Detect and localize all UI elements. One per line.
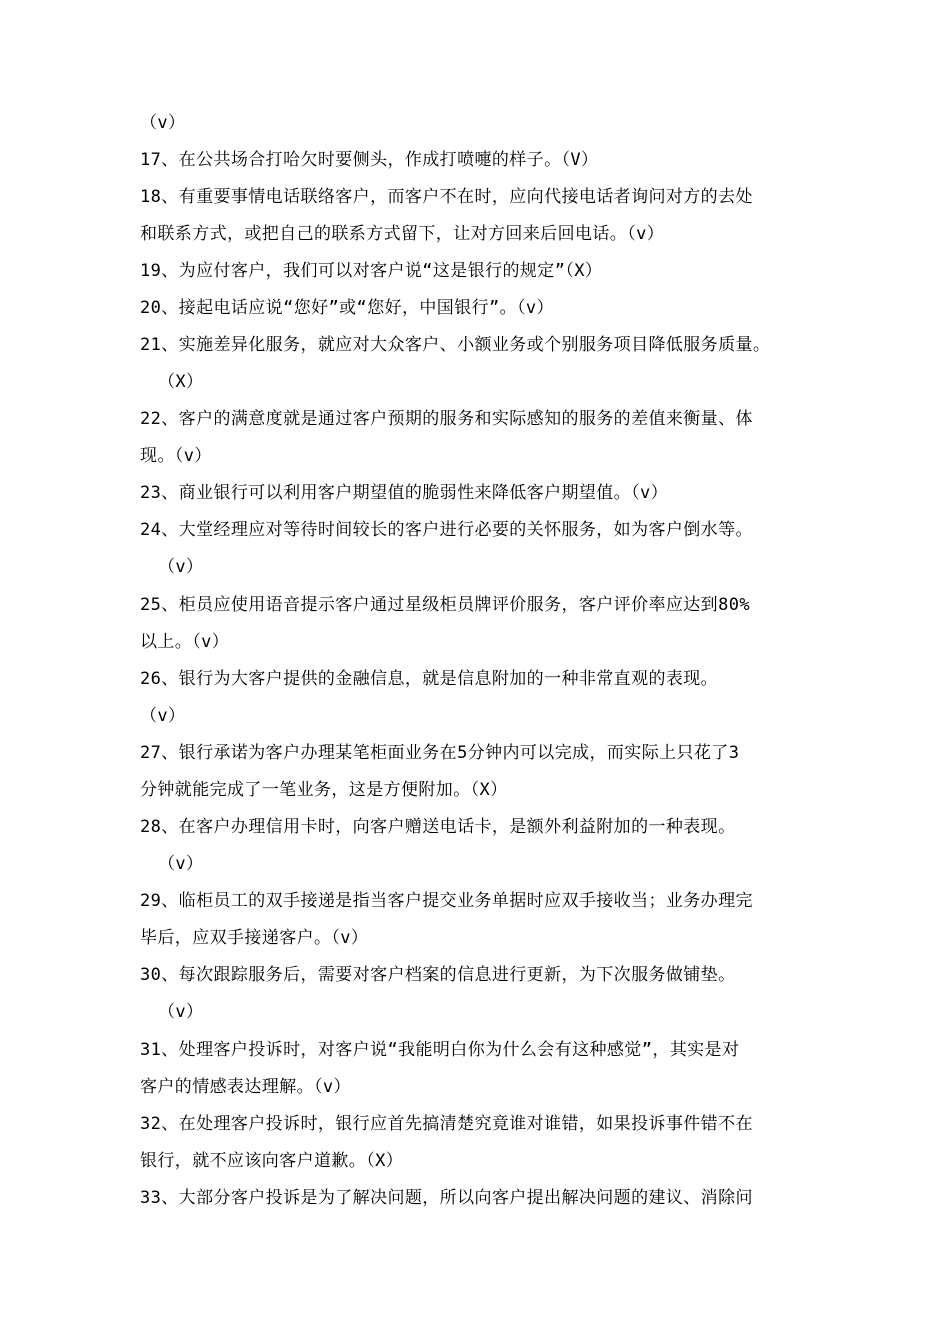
text-line: 22、客户的满意度就是通过客户预期的服务和实际感知的服务的差值来衡量、体 [140, 409, 753, 429]
text-line: 28、在客户办理信用卡时，向客户赠送电话卡，是额外利益附加的一种表现。 [140, 817, 736, 837]
text-line: （v） [158, 1002, 204, 1022]
text-line: 23、商业银行可以利用客户期望值的脆弱性来降低客户期望值。（v） [140, 483, 669, 503]
text-line: 17、在公共场合打哈欠时要侧头，作成打喷嚏的样子。（V） [140, 150, 599, 170]
text-line: 和联系方式，或把自己的联系方式留下，让对方回来后回电话。（v） [140, 224, 665, 244]
text-line: 现。（v） [140, 446, 212, 466]
text-line: 24、大堂经理应对等待时间较长的客户进行必要的关怀服务，如为客户倒水等。 [140, 520, 753, 540]
text-line: 26、银行为大客户提供的金融信息，就是信息附加的一种非常直观的表现。 [140, 669, 719, 689]
text-line: 25、柜员应使用语音提示客户通过星级柜员牌评价服务，客户评价率应达到80% [140, 595, 750, 615]
text-line: 毕后，应双手接递客户。（v） [140, 928, 369, 948]
text-line: （v） [140, 113, 186, 133]
text-line: 21、实施差异化服务，就应对大众客户、小额业务或个别服务项目降低服务质量。 [140, 335, 771, 355]
text-line: 32、在处理客户投诉时，银行应首先搞清楚究竟谁对谁错，如果投诉事件错不在 [140, 1114, 753, 1134]
text-line: 20、接起电话应说“您好”或“您好，中国银行”。（v） [140, 298, 554, 318]
text-line: （X） [158, 372, 204, 392]
text-line: （v） [140, 706, 186, 726]
text-line: 18、有重要事情电话联络客户，而客户不在时，应向代接电话者询问对方的去处 [140, 187, 753, 207]
text-line: 分钟就能完成了一笔业务，这是方便附加。（X） [140, 780, 508, 800]
text-line: （v） [158, 854, 204, 874]
text-line: 银行，就不应该向客户道歉。（X） [140, 1151, 404, 1171]
text-line: 30、每次跟踪服务后，需要对客户档案的信息进行更新，为下次服务做铺垫。 [140, 965, 736, 985]
text-line: 29、临柜员工的双手接递是指当客户提交业务单据时应双手接收当；业务办理完 [140, 891, 753, 911]
text-line: （v） [158, 557, 204, 577]
text-line: 31、处理客户投诉时，对客户说“我能明白你为什么会有这种感觉”，其实是对 [140, 1040, 740, 1060]
text-line: 19、为应付客户，我们可以对客户说“这是银行的规定”（X） [140, 261, 603, 281]
text-line: 27、银行承诺为客户办理某笔柜面业务在5分钟内可以完成，而实际上只花了3 [140, 743, 740, 763]
text-line: 客户的情感表达理解。（v） [140, 1077, 351, 1097]
text-line: 33、大部分客户投诉是为了解决问题，所以向客户提出解决问题的建议、消除问 [140, 1188, 753, 1208]
text-line: 以上。（v） [140, 632, 230, 652]
